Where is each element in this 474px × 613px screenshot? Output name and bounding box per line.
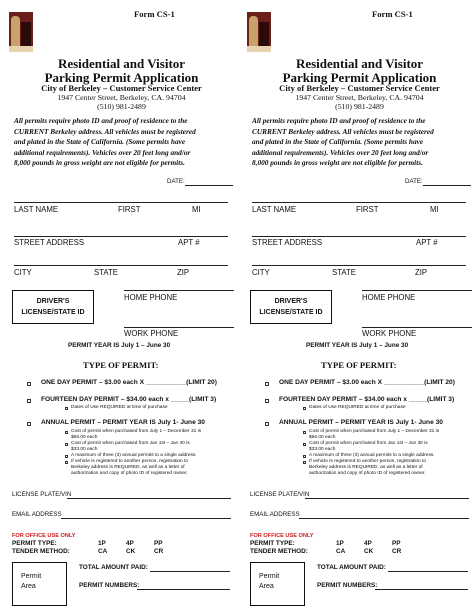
date-field[interactable] bbox=[423, 185, 471, 186]
name-field[interactable] bbox=[14, 202, 228, 203]
bullet-icon bbox=[303, 455, 306, 458]
email-field[interactable] bbox=[299, 518, 469, 519]
bullet-icon bbox=[303, 461, 306, 464]
org-phone: (510) 981-2489 bbox=[97, 102, 146, 111]
tender-method-label: TENDER METHOD: bbox=[12, 548, 70, 555]
license-plate-field[interactable] bbox=[67, 498, 231, 499]
first-name-label: FIRST bbox=[356, 205, 379, 214]
home-phone-field[interactable] bbox=[124, 290, 234, 291]
drivers-license-box[interactable] bbox=[250, 290, 332, 324]
last-name-label: LAST NAME bbox=[252, 205, 297, 214]
org-name: City of Berkeley – Customer Service Center bbox=[279, 83, 440, 93]
annual-note: authorization and copy of photo ID of registered owner. bbox=[309, 471, 426, 476]
city-field[interactable] bbox=[14, 265, 228, 266]
city-label: CITY bbox=[252, 268, 270, 277]
state-label: STATE bbox=[332, 268, 356, 277]
annual-note: If vehicle is registered to another person, registration to bbox=[71, 459, 189, 464]
total-paid-label: TOTAL AMOUNT PAID: bbox=[317, 564, 386, 571]
annual-note: A maximum of three (3) annual permits to a single address. bbox=[71, 453, 197, 458]
home-phone-field[interactable] bbox=[362, 290, 472, 291]
bullet-icon bbox=[65, 431, 68, 434]
org-name: City of Berkeley – Customer Service Center bbox=[41, 83, 202, 93]
street-field[interactable] bbox=[252, 236, 466, 237]
first-name-label: FIRST bbox=[118, 205, 141, 214]
permit-type-pp[interactable]: PP bbox=[154, 540, 163, 547]
apt-label: APT # bbox=[178, 238, 200, 247]
city-field[interactable] bbox=[252, 265, 466, 266]
dl-line1: DRIVER'S bbox=[36, 298, 70, 305]
form-number: Form CS-1 bbox=[134, 9, 175, 19]
permit-type-label: PERMIT TYPE: bbox=[12, 540, 57, 547]
total-paid-field[interactable] bbox=[150, 571, 230, 572]
street-address-label: STREET ADDRESS bbox=[252, 238, 323, 247]
bullet-icon bbox=[65, 455, 68, 458]
permit-area-line2: Area bbox=[21, 583, 36, 590]
drivers-license-box[interactable] bbox=[12, 290, 94, 324]
work-phone-label: WORK PHONE bbox=[362, 329, 417, 338]
total-paid-label: TOTAL AMOUNT PAID: bbox=[79, 564, 148, 571]
fourteen-day-note: Dates of Use REQUIRED at time of purchase bbox=[71, 405, 168, 410]
bullet-icon bbox=[303, 407, 306, 410]
email-field[interactable] bbox=[61, 518, 231, 519]
fourteen-day-checkbox[interactable] bbox=[27, 399, 31, 403]
annual-note: Cost of permit when purchased from July 1 – December 31 is bbox=[309, 429, 440, 434]
license-plate-label: LICENSE PLATE/VIN bbox=[250, 491, 310, 498]
permit-form-left bbox=[9, 0, 234, 613]
dl-line2: LICENSE/STATE ID bbox=[21, 309, 85, 316]
title-line1: Residential and Visitor bbox=[295, 56, 424, 71]
tender-ca[interactable]: CA bbox=[98, 548, 108, 555]
city-logo bbox=[247, 12, 271, 52]
tender-ck[interactable]: CK bbox=[364, 548, 374, 555]
permit-type-1p[interactable]: 1P bbox=[336, 540, 344, 547]
last-name-label: LAST NAME bbox=[14, 205, 59, 214]
fourteen-day-note: Dates of Use REQUIRED at time of purchase bbox=[309, 405, 406, 410]
annual-checkbox[interactable] bbox=[27, 422, 31, 426]
license-plate-label: LICENSE PLATE/VIN bbox=[12, 491, 72, 498]
notice-text: All permits require photo ID and proof of residence to the CURRENT Berkeley address. All vehicles must be registered and plated in the State of California. (Some permits have additional requirements). Vehicles over 20 feet long and/or 8,000 pounds in gross weight are not eligible for permits. bbox=[14, 116, 196, 168]
annual-permit-label: ANNUAL PERMIT – PERMIT YEAR IS July 1- June 30 bbox=[279, 419, 443, 426]
dl-line2: LICENSE/STATE ID bbox=[259, 309, 323, 316]
apt-label: APT # bbox=[416, 238, 438, 247]
annual-note: Berkeley address is REQUIRED, as well as a letter of bbox=[309, 465, 423, 470]
zip-label: ZIP bbox=[415, 268, 428, 277]
bullet-icon bbox=[65, 461, 68, 464]
tender-cr[interactable]: CR bbox=[392, 548, 402, 555]
dl-line1: DRIVER'S bbox=[274, 298, 308, 305]
permit-year: PERMIT YEAR IS July 1 – June 30 bbox=[306, 342, 409, 349]
fourteen-day-checkbox[interactable] bbox=[265, 399, 269, 403]
date-label: DATE: bbox=[405, 178, 423, 185]
total-paid-field[interactable] bbox=[388, 571, 468, 572]
home-phone-label: HOME PHONE bbox=[362, 293, 416, 302]
notice-text: All permits require photo ID and proof of residence to the CURRENT Berkeley address. All vehicles must be registered and plated in the State of California. (Some permits have additional requirements). Vehicles over 20 feet long and/or 8,000 pounds in gross weight are not eligible for permits. bbox=[252, 116, 434, 168]
annual-checkbox[interactable] bbox=[265, 422, 269, 426]
permit-area-line1: Permit bbox=[21, 573, 42, 580]
office-use-label: FOR OFFICE USE ONLY bbox=[12, 533, 76, 539]
annual-note: $33.00 each bbox=[71, 447, 98, 452]
annual-note: Cost of permit when purchased from July 1 – December 31 is bbox=[71, 429, 202, 434]
permit-area-line2: Area bbox=[259, 583, 274, 590]
one-day-permit-label: ONE DAY PERMIT – $3.00 each X ___________(LIMIT 20) bbox=[279, 379, 455, 386]
annual-note: Berkeley address is REQUIRED, as well as a letter of bbox=[71, 465, 185, 470]
date-label: DATE: bbox=[167, 178, 185, 185]
date-field[interactable] bbox=[185, 185, 233, 186]
title-line2: Parking Permit Application bbox=[282, 70, 437, 85]
name-field[interactable] bbox=[252, 202, 466, 203]
city-logo bbox=[9, 12, 33, 52]
annual-note: Cost of permit when purchased from Jan 1st – Jun 30 is bbox=[309, 441, 428, 446]
org-address: 1947 Center Street, Berkeley, CA. 94704 bbox=[295, 93, 424, 102]
tender-ca[interactable]: CA bbox=[336, 548, 346, 555]
tender-ck[interactable]: CK bbox=[126, 548, 136, 555]
permit-numbers-field[interactable] bbox=[375, 589, 468, 590]
permit-type-pp[interactable]: PP bbox=[392, 540, 401, 547]
zip-label: ZIP bbox=[177, 268, 190, 277]
home-phone-label: HOME PHONE bbox=[124, 293, 178, 302]
org-address: 1947 Center Street, Berkeley, CA. 94704 bbox=[57, 93, 186, 102]
permit-type-1p[interactable]: 1P bbox=[98, 540, 106, 547]
city-label: CITY bbox=[14, 268, 32, 277]
type-of-permit-heading: TYPE OF PERMIT: bbox=[321, 360, 397, 370]
type-of-permit-heading: TYPE OF PERMIT: bbox=[83, 360, 159, 370]
annual-note: $66.00 each bbox=[309, 435, 336, 440]
one-day-permit-label: ONE DAY PERMIT – $3.00 each X ___________(LIMIT 20) bbox=[41, 379, 217, 386]
one-day-checkbox[interactable] bbox=[265, 382, 269, 386]
tender-method-label: TENDER METHOD: bbox=[250, 548, 308, 555]
org-phone: (510) 981-2489 bbox=[335, 102, 384, 111]
annual-note: $66.00 each bbox=[71, 435, 98, 440]
permit-type-4p[interactable]: 4P bbox=[364, 540, 372, 547]
street-field[interactable] bbox=[14, 236, 228, 237]
annual-note: $33.00 each bbox=[309, 447, 336, 452]
bullet-icon bbox=[303, 443, 306, 446]
fourteen-day-permit-label: FOURTEEN DAY PERMIT – $34.00 each x _____(LIMIT 3) bbox=[41, 396, 217, 403]
annual-note: Cost of permit when purchased from Jan 1st – Jun 30 is bbox=[71, 441, 190, 446]
permit-area-box[interactable] bbox=[12, 562, 67, 606]
annual-permit-label: ANNUAL PERMIT – PERMIT YEAR IS July 1- June 30 bbox=[41, 419, 205, 426]
permit-area-line1: Permit bbox=[259, 573, 280, 580]
street-address-label: STREET ADDRESS bbox=[14, 238, 85, 247]
permit-numbers-field[interactable] bbox=[137, 589, 230, 590]
bullet-icon bbox=[65, 407, 68, 410]
state-label: STATE bbox=[94, 268, 118, 277]
annual-note: A maximum of three (3) annual permits to a single address. bbox=[309, 453, 435, 458]
title-line2: Parking Permit Application bbox=[44, 70, 199, 85]
mi-label: MI bbox=[192, 205, 201, 214]
work-phone-label: WORK PHONE bbox=[124, 329, 179, 338]
license-plate-field[interactable] bbox=[305, 498, 469, 499]
email-label: EMAIL ADDRESS bbox=[250, 511, 300, 518]
form-number: Form CS-1 bbox=[372, 9, 413, 19]
annual-note: If vehicle is registered to another person, registration to bbox=[309, 459, 427, 464]
permit-year: PERMIT YEAR IS July 1 – June 30 bbox=[68, 342, 171, 349]
bullet-icon bbox=[65, 443, 68, 446]
tender-cr[interactable]: CR bbox=[154, 548, 164, 555]
mi-label: MI bbox=[430, 205, 439, 214]
bullet-icon bbox=[303, 431, 306, 434]
annual-note: authorization and copy of photo ID of registered owner. bbox=[71, 471, 188, 476]
permit-form-right bbox=[247, 0, 472, 613]
permit-numbers-label: PERMIT NUMBERS: bbox=[79, 582, 140, 589]
permit-numbers-label: PERMIT NUMBERS: bbox=[317, 582, 378, 589]
work-phone-field[interactable] bbox=[362, 327, 472, 328]
permit-type-label: PERMIT TYPE: bbox=[250, 540, 295, 547]
permit-type-4p[interactable]: 4P bbox=[126, 540, 134, 547]
work-phone-field[interactable] bbox=[124, 327, 234, 328]
email-label: EMAIL ADDRESS bbox=[12, 511, 62, 518]
one-day-checkbox[interactable] bbox=[27, 382, 31, 386]
permit-area-box[interactable] bbox=[250, 562, 305, 606]
fourteen-day-permit-label: FOURTEEN DAY PERMIT – $34.00 each x _____(LIMIT 3) bbox=[279, 396, 455, 403]
office-use-label: FOR OFFICE USE ONLY bbox=[250, 533, 314, 539]
title-line1: Residential and Visitor bbox=[57, 56, 186, 71]
